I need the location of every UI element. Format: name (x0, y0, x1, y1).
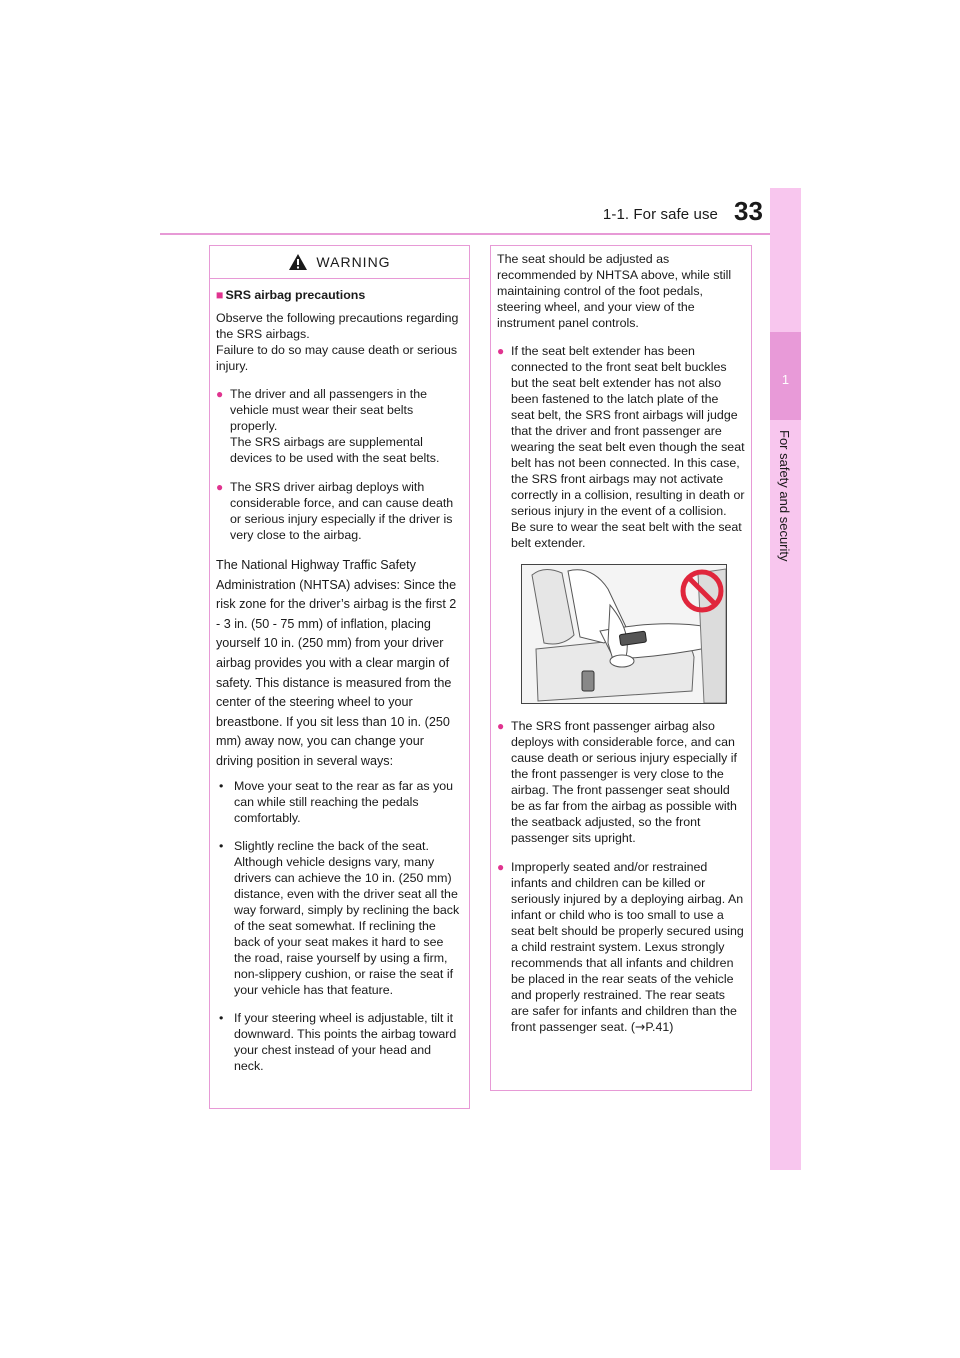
page-header (0, 0, 960, 240)
continued-intro: The seat should be adjusted as recommended by NHTSA above, while still maintaining control of the foot pedals, steering wheel, and your view of the instrument panel controls. (497, 252, 732, 330)
circle-bullet-icon: ● (216, 387, 224, 401)
bullet-text: If the seat belt extender has been connected to the front seat belt buckles but the seat belt extender has not also been fastened to the latch plate of the seat belt, the SRS front airbags will judge that the driver and front passenger are wearing the seat belt even though the seat belt has not been connected. In this case, the SRS front airbags may not activate correctly in a collision, resulting in death or serious injury in the event of a collision. Be sure to wear the seat belt with the seat belt extender. (511, 344, 745, 550)
nhtsa-advice: The National Highway Traffic Safety Administration (NHTSA) advises: Since the risk zone for the driver’s airbag is the first 2 - 3 in. (50 - 75 mm) of inflation, placing yourself 10 in. (250 mm) from your driver airbag provides you with a clear margin of safety. This distance is measured from the center of the steering wheel to your breastbone. If you sit less than 10 in. (250 mm) away now, you can change your driving position in several ways: (216, 558, 457, 768)
warning-content (210, 279, 469, 1074)
list-item (216, 778, 463, 826)
page-number: 33 (734, 196, 763, 226)
chapter-label: For safety and security (777, 430, 792, 562)
chapter-tab[interactable] (770, 332, 801, 420)
bullet-text: Improperly seated and/or restrained infants and children can be killed or seriously injured by a deploying airbag. An infant or child who is too small to use a seat belt should be properly secured using a child restraint system. Lexus strongly recommends that all infants and children be placed in the rear seats of the vehicle and properly restrained. The rear seats are safer for infants and children than the front passenger seat. (→P.41) (511, 860, 744, 1034)
bullet-text: Move your seat to the rear as far as you can while still reaching the pedals comfortably. (234, 778, 454, 825)
seatbelt-extender-illustration (521, 564, 727, 704)
warning-header (210, 246, 469, 279)
bullet-text: If your steering wheel is adjustable, tilt it downward. This points the airbag toward your chest instead of your head and neck. (234, 1010, 457, 1073)
header-rule (160, 233, 770, 235)
warning-heading-text: SRS airbag precautions (225, 288, 366, 302)
bullet-text: The SRS front passenger airbag also deploys with considerable force, and can cause death or serious injury especially if the front passenger is very close to the airbag. The front passenger seat should be as far from the airbag as possible with the seatback adjusted, so the front passenger sits upright. (511, 719, 737, 845)
list-item (216, 1010, 463, 1074)
page-reference-link[interactable]: P.41 (645, 1020, 670, 1034)
circle-bullet-icon: ● (497, 860, 505, 874)
bullet-text: The SRS driver airbag deploys with considerable force, and can cause death or serious injury especially if the driver is very close to the airbag. (230, 480, 454, 542)
arrow-right-icon: → (634, 1019, 646, 1034)
dot-bullet-icon: • (219, 778, 224, 793)
warning-heading (216, 287, 463, 303)
list-item (497, 859, 745, 1035)
circle-bullet-icon: ● (497, 719, 505, 733)
circle-bullet-icon: ● (216, 480, 224, 494)
list-item (497, 343, 745, 551)
chapter-number: 1 (781, 372, 790, 387)
list-item (216, 479, 463, 543)
warning-box (209, 245, 470, 1109)
warning-triangle-icon (288, 253, 308, 271)
list-item (216, 386, 463, 466)
section-title: 1-1. For safe use (602, 206, 718, 223)
circle-bullet-icon: ● (497, 344, 505, 358)
children-text: Improperly seated and/or restrained infants and children can be killed or seriously injured by a deploying airbag. An infant or child who is too small to use a seat belt should be properly secured using a child restraint system. Lexus strongly recommends that all infants and children be placed in the rear seats of the vehicle and properly restrained. The rear seats are safer for infants and children than the front passenger seat. (511, 860, 744, 1034)
warning-intro: Observe the following precautions regarding the SRS airbags. Failure to do so may cause death or serious injury. (216, 311, 459, 373)
warning-continued-box (490, 245, 752, 1091)
dot-bullet-icon: • (219, 838, 224, 853)
dot-bullet-icon: • (219, 1010, 224, 1025)
list-item (216, 838, 463, 998)
continued-content (491, 246, 751, 1035)
warning-title: WARNING (316, 254, 391, 270)
bullet-text: Slightly recline the back of the seat. Although vehicle designs vary, many drivers can achieve the 10 in. (250 mm) distance, even with the driver seat all the way forward, simply by reclining the back of the seat somewhat. If reclining the back of your seat makes it hard to see the road, raise yourself by using a firm, non-slippery cushion, or raise the seat if your vehicle has that feature. (234, 838, 460, 997)
square-bullet-icon: ■ (216, 288, 224, 302)
bullet-text: The driver and all passengers in the vehicle must wear their seat belts properly. The SRS airbags are supplemental devices to be used with the seat belts. (230, 387, 440, 465)
list-item (497, 718, 745, 846)
